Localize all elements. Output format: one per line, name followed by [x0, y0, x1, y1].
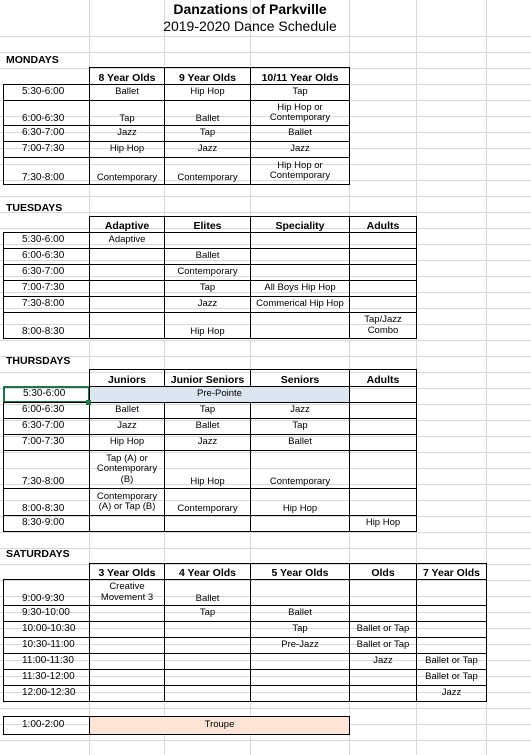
tuesdays-cell-1-0[interactable]: [89, 248, 165, 265]
saturdays-cell-5-2[interactable]: [250, 669, 350, 686]
saturdays-cell-4-4[interactable]: Ballet or Tap: [416, 653, 487, 670]
saturdays-time-0[interactable]: 9:00-9:30: [3, 579, 90, 606]
thursdays-cell-3-3[interactable]: [349, 434, 417, 451]
thursdays-cell-4-1[interactable]: Hip Hop: [164, 450, 251, 489]
troupe-merged-cell[interactable]: Troupe: [89, 716, 350, 735]
thursdays-cell-5-2[interactable]: Hip Hop: [250, 488, 350, 516]
thursdays-header-1[interactable]: Junior Seniors: [164, 369, 251, 387]
mondays-cell-0-1[interactable]: Hip Hop: [164, 84, 251, 101]
mondays-cell-0-2[interactable]: Tap: [250, 84, 350, 101]
saturdays-cell-1-4[interactable]: [416, 605, 487, 622]
tuesdays-cell-2-0[interactable]: [89, 264, 165, 281]
mondays-cell-1-0[interactable]: Tap: [89, 100, 165, 126]
saturdays-cell-4-3[interactable]: Jazz: [349, 653, 417, 670]
saturdays-cell-1-2[interactable]: Ballet: [250, 605, 350, 622]
saturdays-header-0[interactable]: 3 Year Olds: [89, 563, 165, 580]
saturdays-time-4[interactable]: 11:00-11:30: [3, 653, 90, 670]
mondays-header-1[interactable]: 9 Year Olds: [164, 67, 251, 85]
saturdays-cell-2-2[interactable]: Tap: [250, 621, 350, 638]
thursdays-cell-6-0[interactable]: [89, 515, 165, 532]
mondays-cell-2-1[interactable]: Tap: [164, 125, 251, 142]
mondays-cell-3-1[interactable]: Jazz: [164, 141, 251, 158]
saturdays-cell-5-0[interactable]: [89, 669, 165, 686]
tuesdays-time-4[interactable]: 7:30-8:00: [3, 296, 90, 313]
saturdays-header-3[interactable]: Olds: [349, 563, 417, 580]
saturdays-cell-0-4[interactable]: [416, 579, 487, 606]
saturdays-cell-1-1[interactable]: Tap: [164, 605, 251, 622]
saturdays-cell-3-0[interactable]: [89, 637, 165, 654]
sheet-title: Danzations of Parkville: [173, 1, 327, 17]
gridline-horizontal: [0, 740, 531, 741]
thursdays-time-0[interactable]: 5:30-6:00: [3, 386, 90, 403]
thursdays-time-3[interactable]: 7:00-7:30: [3, 434, 90, 451]
tuesdays-cell-2-1[interactable]: Contemporary: [164, 264, 251, 281]
thursdays-time-5[interactable]: 8:00-8:30: [3, 488, 90, 516]
saturdays-day-label[interactable]: SATURDAYS: [6, 547, 70, 560]
saturdays-time-6[interactable]: 12:00-12:30: [3, 685, 90, 702]
thursdays-cell-6-2[interactable]: [250, 515, 350, 532]
saturdays-cell-6-1[interactable]: [164, 685, 251, 702]
thursdays-cell-6-3[interactable]: Hip Hop: [349, 515, 417, 532]
tuesdays-cell-5-2[interactable]: [250, 312, 350, 339]
thursdays-cell-1-2[interactable]: Jazz: [250, 402, 350, 419]
mondays-time-2[interactable]: 6:30-7:00: [3, 125, 90, 142]
thursdays-cell-2-3[interactable]: [349, 418, 417, 435]
mondays-cell-2-0[interactable]: Jazz: [89, 125, 165, 142]
tuesdays-day-label[interactable]: TUESDAYS: [6, 201, 63, 214]
mondays-header-0[interactable]: 8 Year Olds: [89, 67, 165, 85]
saturdays-cell-3-2[interactable]: Pre-Jazz: [250, 637, 350, 654]
saturdays-cell-6-4[interactable]: Jazz: [416, 685, 487, 702]
saturdays-cell-3-4[interactable]: [416, 637, 487, 654]
saturdays-cell-3-1[interactable]: [164, 637, 251, 654]
thursdays-prepointe-merged-cell[interactable]: Pre-Pointe: [89, 386, 350, 403]
saturdays-cell-0-0[interactable]: Creative Movement 3: [89, 579, 165, 606]
thursdays-cell-3-1[interactable]: Jazz: [164, 434, 251, 451]
thursdays-header-2[interactable]: Seniors: [250, 369, 350, 387]
saturdays-cell-4-0[interactable]: [89, 653, 165, 670]
tuesdays-cell-1-1[interactable]: Ballet: [164, 248, 251, 265]
thursdays-cell-4-0[interactable]: Tap (A) or Contemporary (B): [89, 450, 165, 489]
thursdays-cell-2-2[interactable]: Tap: [250, 418, 350, 435]
thursdays-time-4[interactable]: 7:30-8:00: [3, 450, 90, 489]
tuesdays-cell-3-2[interactable]: All Boys Hip Hop: [250, 280, 350, 297]
tuesdays-time-2[interactable]: 6:30-7:00: [3, 264, 90, 281]
tuesdays-header-3[interactable]: Adults: [349, 216, 417, 233]
saturdays-cell-0-1[interactable]: Ballet: [164, 579, 251, 606]
thursdays-cell-5-1[interactable]: Contemporary: [164, 488, 251, 516]
thursdays-cell-1-3[interactable]: [349, 402, 417, 419]
saturdays-time-2[interactable]: 10:00-10:30: [3, 621, 90, 638]
saturdays-header-1[interactable]: 4 Year Olds: [164, 563, 251, 580]
tuesdays-cell-3-0[interactable]: [89, 280, 165, 297]
saturdays-cell-5-3[interactable]: [349, 669, 417, 686]
mondays-time-1[interactable]: 6:00-6:30: [3, 100, 90, 126]
mondays-header-2[interactable]: 10/11 Year Olds: [250, 67, 350, 85]
mondays-cell-0-0[interactable]: Ballet: [89, 84, 165, 101]
mondays-cell-2-2[interactable]: Ballet: [250, 125, 350, 142]
thursdays-cell-4-3[interactable]: [349, 450, 417, 489]
tuesdays-cell-3-1[interactable]: Tap: [164, 280, 251, 297]
thursdays-cell-0-3[interactable]: [349, 386, 417, 403]
saturdays-header-4[interactable]: 7 Year Olds: [416, 563, 487, 580]
mondays-cell-1-1[interactable]: Ballet: [164, 100, 251, 126]
saturdays-cell-0-3[interactable]: [349, 579, 417, 606]
saturdays-cell-5-1[interactable]: [164, 669, 251, 686]
tuesdays-time-1[interactable]: 6:00-6:30: [3, 248, 90, 265]
gridline-horizontal: [0, 708, 531, 709]
mondays-cell-3-0[interactable]: Hip Hop: [89, 141, 165, 158]
saturdays-cell-1-3[interactable]: [349, 605, 417, 622]
tuesdays-cell-5-3[interactable]: Tap/Jazz Combo: [349, 312, 417, 339]
thursdays-time-2[interactable]: 6:30-7:00: [3, 418, 90, 435]
gridline-horizontal: [0, 340, 531, 341]
tuesdays-header-2[interactable]: Speciality: [250, 216, 350, 233]
mondays-time-4[interactable]: 7:30-8:00: [3, 157, 90, 185]
saturdays-time-3[interactable]: 10:30-11:00: [3, 637, 90, 654]
saturdays-cell-4-2[interactable]: [250, 653, 350, 670]
mondays-cell-4-0[interactable]: Contemporary: [89, 157, 165, 185]
tuesdays-cell-5-0[interactable]: [89, 312, 165, 339]
gridline-horizontal: [0, 36, 531, 37]
saturdays-cell-4-1[interactable]: [164, 653, 251, 670]
tuesdays-cell-2-3[interactable]: [349, 264, 417, 281]
saturdays-cell-2-4[interactable]: [416, 621, 487, 638]
thursdays-cell-1-0[interactable]: Ballet: [89, 402, 165, 419]
thursdays-header-3[interactable]: Adults: [349, 369, 417, 387]
tuesdays-time-3[interactable]: 7:00-7:30: [3, 280, 90, 297]
thursdays-time-6[interactable]: 8:30-9:00: [3, 515, 90, 532]
tuesdays-cell-3-3[interactable]: [349, 280, 417, 297]
mondays-cell-3-2[interactable]: Jazz: [250, 141, 350, 158]
thursdays-cell-2-0[interactable]: Jazz: [89, 418, 165, 435]
thursdays-header-0[interactable]: Juniors: [89, 369, 165, 387]
mondays-time-3[interactable]: 7:00-7:30: [3, 141, 90, 158]
tuesdays-cell-0-3[interactable]: [349, 232, 417, 249]
mondays-cell-4-1[interactable]: Contemporary: [164, 157, 251, 185]
saturdays-cell-3-3[interactable]: Ballet or Tap: [349, 637, 417, 654]
saturdays-cell-2-0[interactable]: [89, 621, 165, 638]
tuesdays-cell-2-2[interactable]: [250, 264, 350, 281]
saturdays-cell-6-2[interactable]: [250, 685, 350, 702]
mondays-day-label[interactable]: MONDAYS: [6, 53, 59, 66]
tuesdays-cell-4-3[interactable]: [349, 296, 417, 313]
saturdays-cell-1-0[interactable]: [89, 605, 165, 622]
mondays-cell-4-2[interactable]: Hip Hop or Contemporary: [250, 157, 350, 185]
thursdays-time-1[interactable]: 6:00-6:30: [3, 402, 90, 419]
gridline-horizontal: [0, 532, 531, 533]
tuesdays-cell-4-2[interactable]: Commerical Hip Hop: [250, 296, 350, 313]
thursdays-cell-4-2[interactable]: Contemporary: [250, 450, 350, 489]
saturdays-cell-6-0[interactable]: [89, 685, 165, 702]
troupe-time[interactable]: 1:00-2:00: [3, 716, 90, 735]
tuesdays-cell-5-1[interactable]: Hip Hop: [164, 312, 251, 339]
tuesdays-time-0[interactable]: 5:30-6:00: [3, 232, 90, 249]
mondays-cell-1-2[interactable]: Hip Hop or Contemporary: [250, 100, 350, 126]
sheet-subtitle: 2019-2020 Dance Schedule: [163, 18, 337, 34]
tuesdays-cell-0-0[interactable]: Adaptive: [89, 232, 165, 249]
saturdays-header-2[interactable]: 5 Year Olds: [250, 563, 350, 580]
selection-fill-handle[interactable]: [86, 400, 91, 405]
tuesdays-cell-1-2[interactable]: [250, 248, 350, 265]
thursdays-cell-5-3[interactable]: [349, 488, 417, 516]
saturdays-cell-0-2[interactable]: [250, 579, 350, 606]
mondays-time-0[interactable]: 5:30-6:00: [3, 84, 90, 101]
saturdays-cell-5-4[interactable]: Ballet or Tap: [416, 669, 487, 686]
thursdays-cell-2-1[interactable]: Ballet: [164, 418, 251, 435]
tuesdays-cell-0-1[interactable]: [164, 232, 251, 249]
thursdays-cell-3-2[interactable]: Ballet: [250, 434, 350, 451]
tuesdays-header-1[interactable]: Elites: [164, 216, 251, 233]
tuesdays-cell-4-1[interactable]: Jazz: [164, 296, 251, 313]
saturdays-time-5[interactable]: 11:30-12:00: [3, 669, 90, 686]
tuesdays-cell-1-3[interactable]: [349, 248, 417, 265]
thursdays-cell-3-0[interactable]: Hip Hop: [89, 434, 165, 451]
tuesdays-time-5[interactable]: 8:00-8:30: [3, 312, 90, 339]
saturdays-time-1[interactable]: 9:30-10:00: [3, 605, 90, 622]
thursdays-day-label[interactable]: THURSDAYS: [6, 354, 71, 367]
thursdays-cell-5-0[interactable]: Contemporary (A) or Tap (B): [89, 488, 165, 516]
gridline-horizontal: [0, 196, 531, 197]
tuesdays-header-0[interactable]: Adaptive: [89, 216, 165, 233]
thursdays-cell-1-1[interactable]: Tap: [164, 402, 251, 419]
saturdays-cell-6-3[interactable]: [349, 685, 417, 702]
saturdays-cell-2-3[interactable]: Ballet or Tap: [349, 621, 417, 638]
saturdays-cell-2-1[interactable]: [164, 621, 251, 638]
tuesdays-cell-0-2[interactable]: [250, 232, 350, 249]
thursdays-cell-6-1[interactable]: [164, 515, 251, 532]
tuesdays-cell-4-0[interactable]: [89, 296, 165, 313]
